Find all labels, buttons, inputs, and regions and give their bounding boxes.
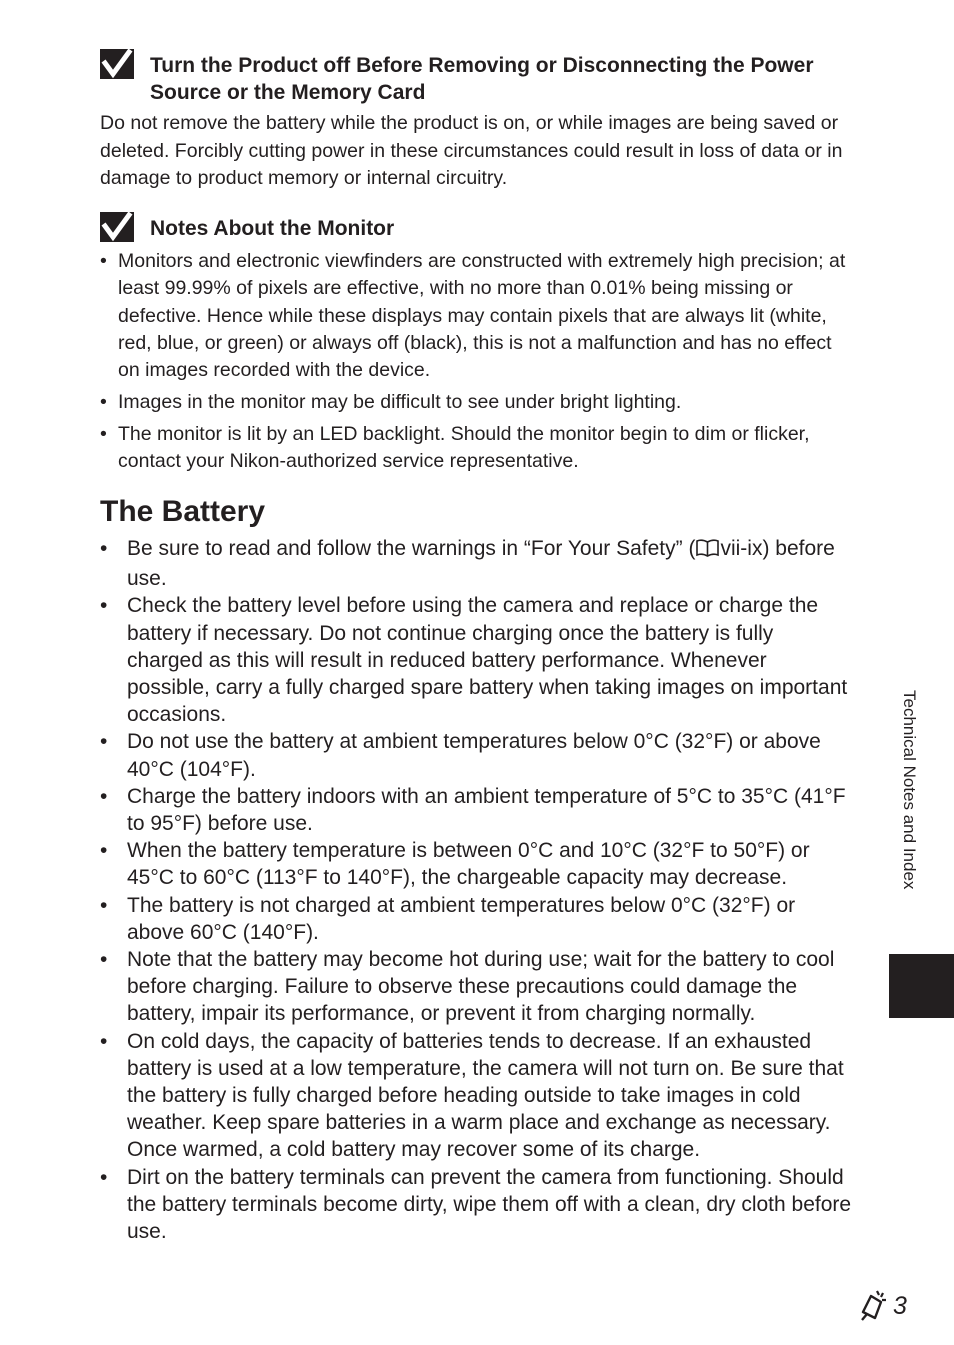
- page-number: [858, 1288, 907, 1324]
- list-item: • When the battery temperature is between 0°C and 10°C (32°F to 50°F) or 45°C to 60°C (113°F to 140°F), the chargeable capacity may decrease.: [100, 837, 852, 891]
- note-body: Do not remove the battery while the product is on, or while images are being saved or deleted. Forcibly cutting power in these circumstances could result in loss of data or in damage to product memory or internal circuitry.: [100, 112, 843, 189]
- note-title: Turn the Product off Before Removing or Disconnecting the Power Source or the Memory Card: [150, 54, 814, 104]
- section-title: The Battery: [100, 495, 266, 528]
- technical-notes-icon: [858, 1287, 890, 1326]
- list-item: • The monitor is lit by an LED backlight. Should the monitor begin to dim or flicker, contact your Nikon-authorized service representative.: [100, 421, 852, 476]
- list-item: • Monitors and electronic viewfinders are constructed with extremely high precision; at least 99.99% of pixels are effective, with no more than 0.01% being missing or defective. Hence while these displays may contain pixels that are always lit (white, red, blue, or green) or always off (black), this is not a malfunction and has no effect on images recorded with the device.: [100, 248, 852, 384]
- list-item: • Images in the monitor may be difficult to see under bright lighting.: [100, 389, 852, 416]
- note-header: [100, 52, 852, 106]
- page-number-value: 3: [893, 1292, 907, 1320]
- battery-list: [100, 535, 852, 1245]
- list-item: • Note that the battery may become hot during use; wait for the battery to cool before charging. Failure to observe these precautions could damage the battery, impair its performance, or prevent it from charging normally.: [100, 946, 852, 1028]
- list-item-text: vii-ix) before use.: [127, 537, 835, 591]
- monitor-notes-list: [100, 248, 852, 475]
- book-icon: [695, 538, 720, 565]
- list-item: • Dirt on the battery terminals can prevent the camera from functioning. Should the battery terminals become dirty, wipe them off with a clean, dry cloth before use.: [100, 1164, 852, 1246]
- list-item: • The battery is not charged at ambient temperatures below 0°C (32°F) or above 60°C (140°F).: [100, 892, 852, 946]
- note-title: Notes About the Monitor: [150, 217, 395, 240]
- list-item: • Charge the battery indoors with an ambient temperature of 5°C to 35°C (41°F to 95°F) before use.: [100, 783, 852, 837]
- list-item: • Do not use the battery at ambient temperatures below 0°C (32°F) or above 40°C (104°F).: [100, 728, 852, 782]
- check-icon: [100, 212, 134, 242]
- check-icon: [100, 49, 134, 79]
- list-item-text: Be sure to read and follow the warnings in “For Your Safety” (: [127, 537, 696, 560]
- list-item: • On cold days, the capacity of batteries tends to decrease. If an exhausted battery is used at a low temperature, the camera will not turn on. Be sure that the battery is fully charged before heading outside to take images in cold weather. Keep spare batteries in a warm place and exchange as necessary. Once warmed, a cold battery may recover some of its charge.: [100, 1028, 852, 1164]
- list-item: [100, 535, 852, 592]
- side-section-tab: [889, 954, 954, 1018]
- note-monitor: [100, 215, 852, 480]
- side-section-label: Technical Notes and Index: [900, 690, 919, 890]
- note-power-off: [100, 52, 852, 193]
- note-header: [100, 215, 852, 242]
- list-item: • Check the battery level before using the camera and replace or charge the battery if necessary. Do not continue charging once the battery is fully charged as this will result in reduced battery performance. Whenever possible, carry a fully charged spare battery when taking images on important occasions.: [100, 592, 852, 728]
